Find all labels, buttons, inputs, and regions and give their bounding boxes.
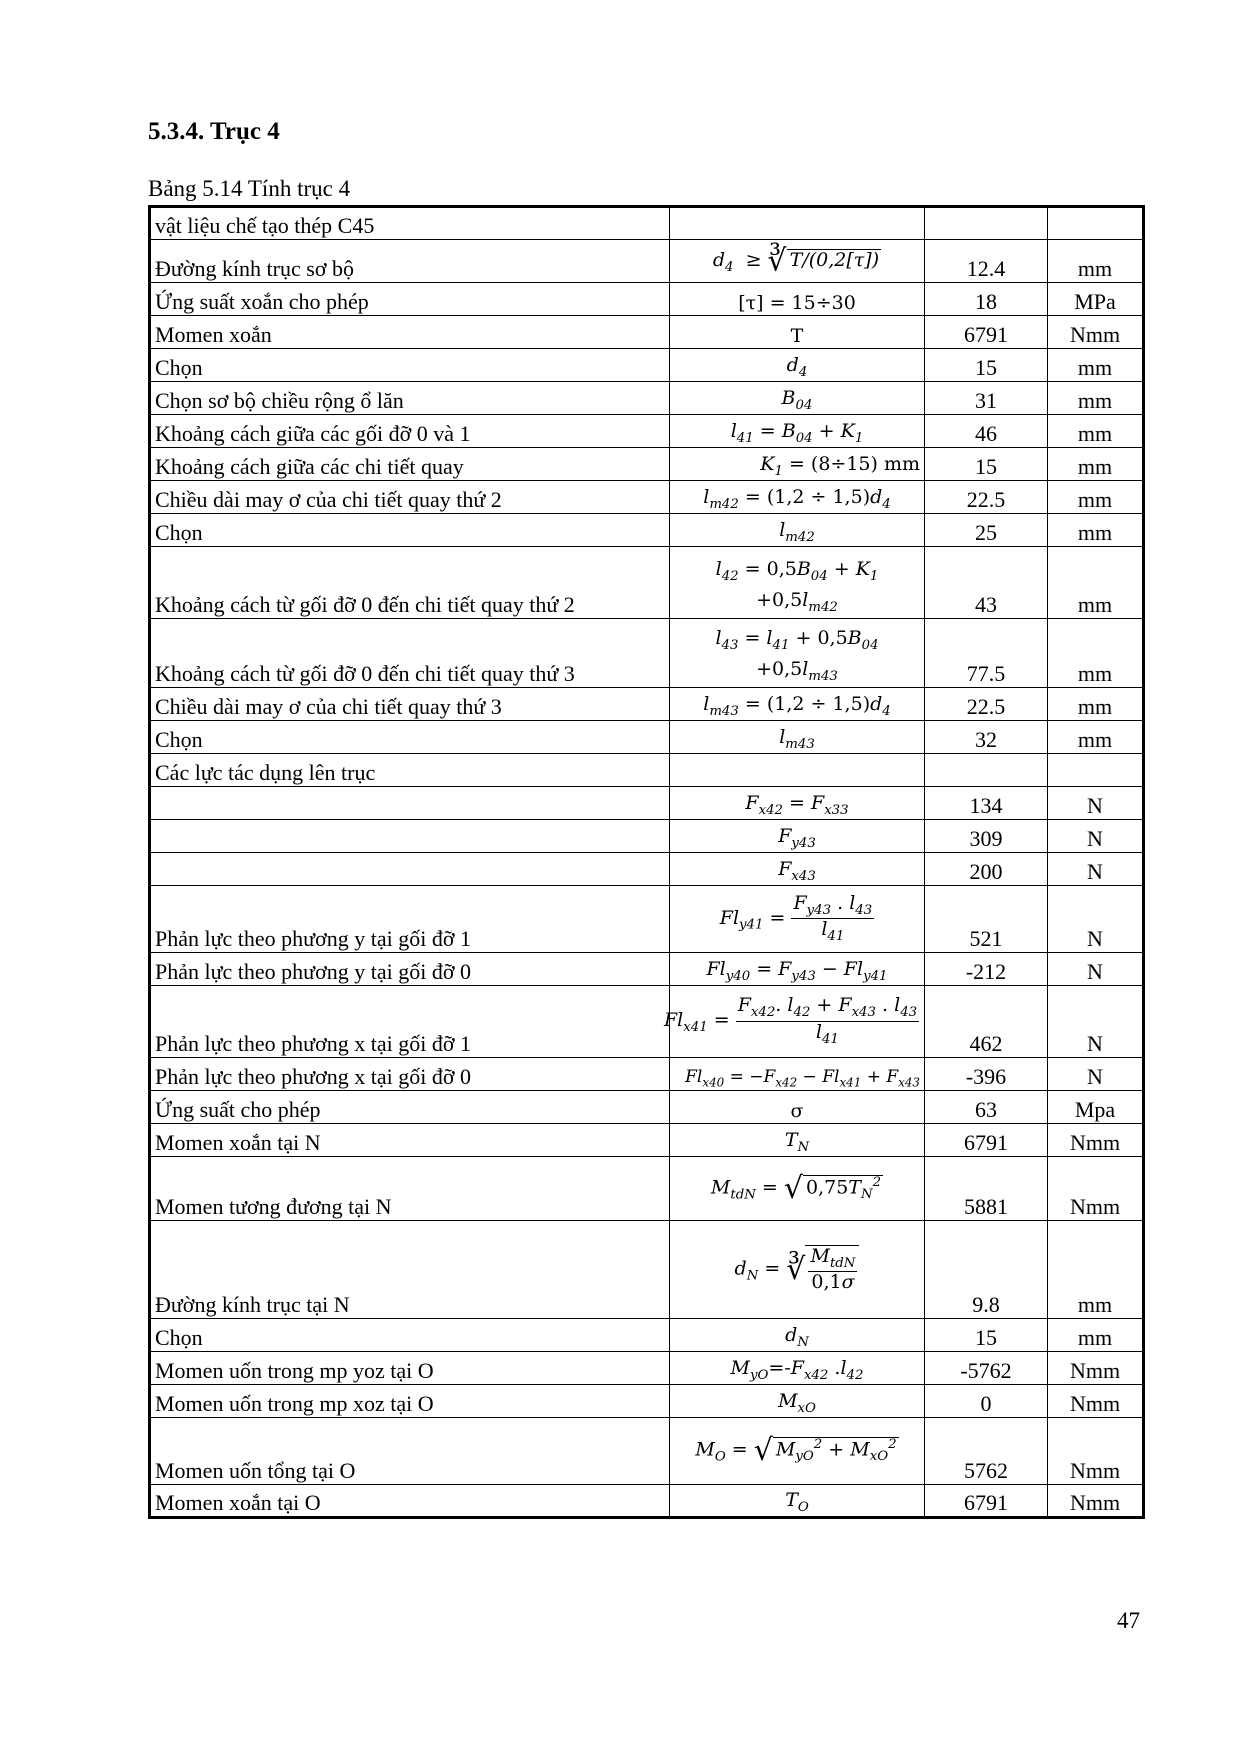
row-value: 12.4 [925, 240, 1048, 283]
page-number: 47 [1117, 1608, 1140, 1633]
row-value: 32 [925, 721, 1048, 754]
row-value: 9.8 [925, 1221, 1048, 1319]
row-unit: mm [1048, 514, 1144, 547]
row-formula: $l_{42} = 0,5B_{04} + K_1$ $+0,5l_{m42}$ [670, 547, 925, 619]
row-label: Khoảng cách giữa các gối đỡ 0 và 1 [150, 415, 670, 448]
row-unit: Nmm [1048, 1124, 1144, 1157]
row-label: Đường kính trục sơ bộ [150, 240, 670, 283]
table-row [150, 1418, 1144, 1485]
row-formula: σ [670, 1091, 925, 1124]
row-unit: Nmm [1048, 1385, 1144, 1418]
table-row [150, 787, 1144, 820]
row-formula: $d_4$ ≥ ∛ T/(0,2[τ]) [670, 240, 925, 283]
row-unit: Nmm [1048, 1352, 1144, 1385]
row-formula: $d_N$ = ∛ $\frac{M_{tdN}}{0,1\sigma}$ [670, 1221, 925, 1319]
row-unit: mm [1048, 619, 1144, 688]
row-unit: mm [1048, 721, 1144, 754]
row-value: -396 [925, 1058, 1048, 1091]
row-formula: $F_{y43}$ [670, 820, 925, 853]
row-unit: Nmm [1048, 316, 1144, 349]
row-unit [1048, 754, 1144, 787]
table-row [150, 514, 1144, 547]
row-label: Momen uốn tổng tại O [150, 1418, 670, 1485]
row-value: 462 [925, 986, 1048, 1058]
row-formula: $d_4$ [670, 349, 925, 382]
row-label: Momen uốn trong mp xoz tại O [150, 1385, 670, 1418]
row-label: Phản lực theo phương y tại gối đỡ 0 [150, 953, 670, 986]
row-value: 46 [925, 415, 1048, 448]
row-value: 18 [925, 283, 1048, 316]
row-unit: mm [1048, 688, 1144, 721]
row-label: Các lực tác dụng lên trục [150, 754, 670, 787]
row-unit: N [1048, 853, 1144, 886]
row-label: Phản lực theo phương x tại gối đỡ 1 [150, 986, 670, 1058]
row-formula: $B_{04}$ [670, 382, 925, 415]
row-value: 0 [925, 1385, 1048, 1418]
row-formula: $l_{m43} = (1,2 \div 1,5)d_4$ [670, 688, 925, 721]
row-formula [670, 754, 925, 787]
row-value: 6791 [925, 316, 1048, 349]
row-value: 134 [925, 787, 1048, 820]
row-formula: $Fl_{x41}$ = $\frac{F_{x42}. l_{42} + F_{x43} . l_{43}}{l_{41}}$ [670, 986, 925, 1058]
row-label: Momen xoắn tại N [150, 1124, 670, 1157]
row-label: Momen tương đương tại N [150, 1157, 670, 1221]
row-label: Khoảng cách từ gối đỡ 0 đến chi tiết quay thứ 2 [150, 547, 670, 619]
table-row [150, 1091, 1144, 1124]
row-unit: Mpa [1048, 1091, 1144, 1124]
table-row [150, 886, 1144, 953]
row-formula: $M_O$ = √ $M_{yO}^2 + M_{xO}^2$ [670, 1418, 925, 1485]
row-value: 200 [925, 853, 1048, 886]
table-row [150, 1124, 1144, 1157]
row-formula: $F_{x42} = F_{x33}$ [670, 787, 925, 820]
table-row [150, 754, 1144, 787]
table-row [150, 986, 1144, 1058]
row-unit: N [1048, 886, 1144, 953]
row-value: 15 [925, 448, 1048, 481]
row-value: 22.5 [925, 481, 1048, 514]
row-formula: $T_N$ [670, 1124, 925, 1157]
row-label: Momen xoắn tại O [150, 1485, 670, 1518]
table-row [150, 1221, 1144, 1319]
row-value: 6791 [925, 1485, 1048, 1518]
row-unit: N [1048, 953, 1144, 986]
row-value: 22.5 [925, 688, 1048, 721]
row-label: Khoảng cách từ gối đỡ 0 đến chi tiết quay thứ 3 [150, 619, 670, 688]
row-unit: mm [1048, 1319, 1144, 1352]
row-value: 63 [925, 1091, 1048, 1124]
table-caption: Bảng 5.14 Tính trục 4 [148, 176, 351, 201]
row-unit: mm [1048, 415, 1144, 448]
row-unit: N [1048, 1058, 1144, 1091]
row-unit [1048, 207, 1144, 240]
row-formula [670, 207, 925, 240]
row-label: Phản lực theo phương x tại gối đỡ 0 [150, 1058, 670, 1091]
row-label: Chọn sơ bộ chiều rộng ổ lăn [150, 382, 670, 415]
row-label: Ứng suất cho phép [150, 1091, 670, 1124]
table-row [150, 382, 1144, 415]
table-row [150, 316, 1144, 349]
row-value: 6791 [925, 1124, 1048, 1157]
table-row [150, 415, 1144, 448]
row-value: -212 [925, 953, 1048, 986]
row-unit: N [1048, 787, 1144, 820]
row-unit: mm [1048, 349, 1144, 382]
row-formula: $K_1 = (8\div 15)$ mm [670, 448, 925, 481]
row-unit: Nmm [1048, 1157, 1144, 1221]
row-label: Chọn [150, 721, 670, 754]
row-formula: $d_N$ [670, 1319, 925, 1352]
row-label [150, 853, 670, 886]
row-value: 521 [925, 886, 1048, 953]
row-formula: $l_{41} = B_{04} + K_1$ [670, 415, 925, 448]
row-label: Momen uốn trong mp yoz tại O [150, 1352, 670, 1385]
table-row [150, 207, 1144, 240]
row-value: 31 [925, 382, 1048, 415]
row-value: 77.5 [925, 619, 1048, 688]
row-formula: $Fl_{x40} = -F_{x42} - Fl_{x41} + F_{x43}$ [670, 1058, 925, 1091]
row-label: Momen xoắn [150, 316, 670, 349]
table-row [150, 1352, 1144, 1385]
row-unit: Nmm [1048, 1418, 1144, 1485]
row-value [925, 207, 1048, 240]
row-formula: $Fl_{y40} = F_{y43} - Fl_{y41}$ [670, 953, 925, 986]
row-label: Chọn [150, 349, 670, 382]
row-value: 5881 [925, 1157, 1048, 1221]
row-unit: mm [1048, 481, 1144, 514]
table-row [150, 283, 1144, 316]
row-value: 15 [925, 349, 1048, 382]
row-label: Phản lực theo phương y tại gối đỡ 1 [150, 886, 670, 953]
row-value: 25 [925, 514, 1048, 547]
table-row [150, 349, 1144, 382]
table-row [150, 721, 1144, 754]
table-row [150, 1058, 1144, 1091]
row-unit: N [1048, 986, 1144, 1058]
row-formula: $l_{m43}$ [670, 721, 925, 754]
row-value [925, 754, 1048, 787]
row-value: 43 [925, 547, 1048, 619]
table-row [150, 1485, 1144, 1518]
row-unit: MPa [1048, 283, 1144, 316]
row-value: 309 [925, 820, 1048, 853]
row-label [150, 787, 670, 820]
row-unit: Nmm [1048, 1485, 1144, 1518]
row-value: 15 [925, 1319, 1048, 1352]
table-row [150, 240, 1144, 283]
row-label: Chiều dài may ơ của chi tiết quay thứ 3 [150, 688, 670, 721]
row-formula: $M_{yO}=-F_{x42}$ $.l_{42}$ [670, 1352, 925, 1385]
table-row [150, 820, 1144, 853]
row-formula: [τ] = 15÷30 [670, 283, 925, 316]
table-row [150, 853, 1144, 886]
shaft-calculation-table [148, 205, 1145, 1519]
table-row [150, 448, 1144, 481]
table-row [150, 1157, 1144, 1221]
row-formula: $l_{m42}$ [670, 514, 925, 547]
row-formula: $T_O$ [670, 1485, 925, 1518]
row-unit: mm [1048, 1221, 1144, 1319]
row-formula: $M_{tdN}$ = √ $0,75T_N^2$ [670, 1157, 925, 1221]
table-row [150, 1385, 1144, 1418]
row-value: -5762 [925, 1352, 1048, 1385]
table-row [150, 619, 1144, 688]
row-formula: $l_{43} = l_{41} + 0,5B_{04}$ $+0,5l_{m43}$ [670, 619, 925, 688]
row-unit: mm [1048, 382, 1144, 415]
row-label: Chọn [150, 1319, 670, 1352]
table-row [150, 688, 1144, 721]
row-formula: T [670, 316, 925, 349]
table-row [150, 953, 1144, 986]
row-unit: mm [1048, 448, 1144, 481]
row-label: Đường kính trục tại N [150, 1221, 670, 1319]
row-label: vật liệu chế tạo thép C45 [150, 207, 670, 240]
row-formula: $F_{x43}$ [670, 853, 925, 886]
row-value: 5762 [925, 1418, 1048, 1485]
section-heading: 5.3.4. Trục 4 [148, 118, 280, 145]
table-row [150, 547, 1144, 619]
row-label: Chiều dài may ơ của chi tiết quay thứ 2 [150, 481, 670, 514]
table-row [150, 1319, 1144, 1352]
row-formula: $Fl_{y41}$ = $\frac{F_{y43} . l_{43}}{l_{41}}$ [670, 886, 925, 953]
row-unit: N [1048, 820, 1144, 853]
row-formula: $M_{xO}$ [670, 1385, 925, 1418]
row-label: Khoảng cách giữa các chi tiết quay [150, 448, 670, 481]
row-label: Chọn [150, 514, 670, 547]
table-row [150, 481, 1144, 514]
row-label [150, 820, 670, 853]
row-formula: $l_{m42} = (1,2 \div 1,5)d_4$ [670, 481, 925, 514]
row-label: Ứng suất xoắn cho phép [150, 283, 670, 316]
row-unit: mm [1048, 240, 1144, 283]
row-unit: mm [1048, 547, 1144, 619]
